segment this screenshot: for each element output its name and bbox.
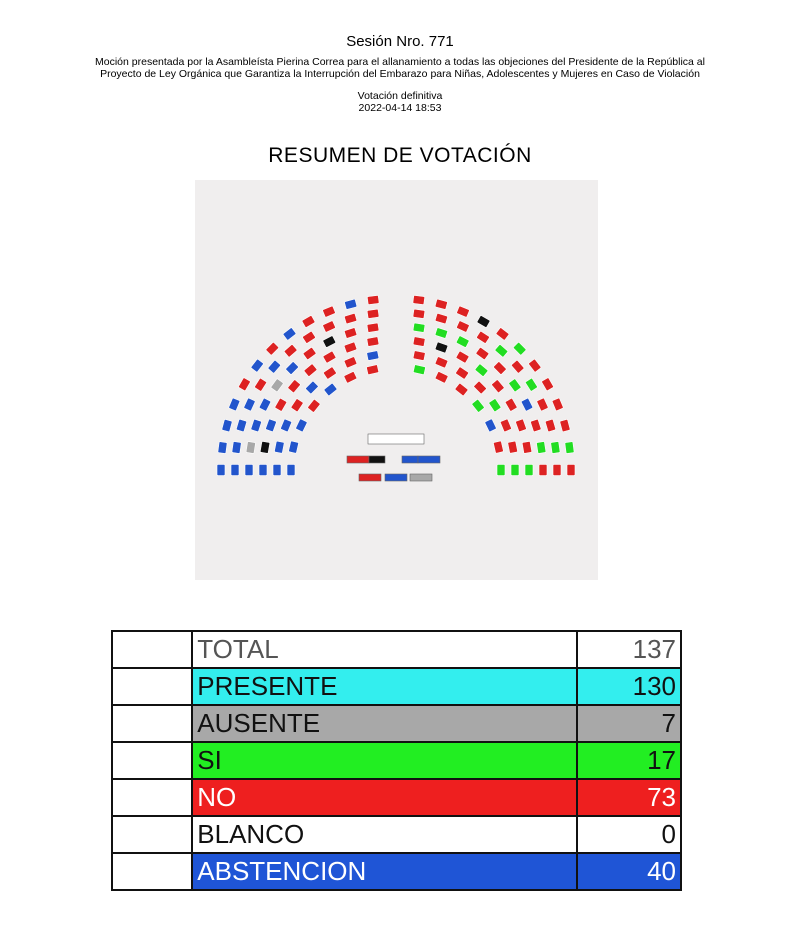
- seat: [508, 441, 518, 453]
- seat: [367, 309, 379, 318]
- result-row-blanco: [112, 816, 681, 853]
- bench-seat: [418, 456, 440, 463]
- seat: [305, 381, 318, 394]
- seat: [560, 419, 571, 432]
- seat: [303, 347, 317, 360]
- bench-seat: [410, 474, 432, 481]
- result-row-presente: [112, 668, 681, 705]
- seat: [521, 398, 533, 411]
- seat: [323, 351, 337, 363]
- seat: [324, 383, 338, 396]
- seat: [477, 315, 491, 327]
- result-label: NO: [192, 779, 577, 816]
- seat: [476, 347, 490, 360]
- seat: [435, 342, 448, 353]
- seat: [322, 306, 335, 318]
- seat: [476, 331, 490, 344]
- seat: [344, 313, 357, 324]
- seat: [251, 359, 264, 373]
- seat: [413, 351, 425, 361]
- seat: [491, 379, 504, 393]
- bench-seat: [402, 456, 418, 463]
- seat: [366, 365, 379, 375]
- seat: [552, 398, 564, 411]
- seat: [511, 465, 519, 476]
- seat: [280, 419, 292, 432]
- seat: [302, 315, 316, 327]
- seat: [435, 327, 448, 338]
- motion-line-1: Moción presentada por la Asambleísta Pierina Correa para el allanamiento a todas las objeciones del Presidente de la República al: [95, 56, 705, 68]
- session-number: Sesión Nro. 771: [346, 33, 454, 50]
- seat: [218, 442, 227, 454]
- seat: [271, 378, 284, 392]
- seat: [456, 306, 469, 318]
- seat: [367, 351, 379, 361]
- bench-seat: [369, 456, 385, 463]
- bench-seat: [359, 474, 381, 481]
- seat: [236, 419, 247, 432]
- result-label: SI: [192, 742, 577, 779]
- seat: [508, 378, 521, 392]
- seat: [528, 359, 541, 373]
- seat: [283, 327, 297, 340]
- result-row-si: [112, 742, 681, 779]
- seat: [511, 360, 524, 374]
- seat: [541, 378, 553, 392]
- seat: [413, 309, 425, 318]
- seat: [254, 378, 267, 392]
- seat: [238, 378, 250, 392]
- seat: [493, 441, 503, 454]
- seat: [455, 367, 469, 380]
- seat: [322, 321, 335, 333]
- seat: [515, 419, 526, 432]
- result-value: 130: [577, 668, 681, 705]
- seat: [307, 399, 320, 413]
- seat: [413, 323, 425, 333]
- seat: [344, 327, 357, 338]
- seat: [435, 299, 448, 310]
- result-blank-cell: [112, 668, 192, 705]
- seat: [536, 441, 546, 453]
- seat: [472, 399, 485, 413]
- seat: [344, 299, 357, 310]
- seat: [232, 441, 241, 453]
- seat: [545, 419, 556, 432]
- seat: [567, 465, 575, 476]
- summary-title: RESUMEN DE VOTACIÓN: [268, 144, 532, 167]
- result-value: 137: [577, 631, 681, 668]
- seat: [456, 321, 469, 333]
- seat: [275, 398, 287, 412]
- seat: [246, 441, 256, 453]
- seat: [288, 441, 298, 454]
- seat: [268, 360, 281, 374]
- seat: [489, 398, 502, 412]
- result-blank-cell: [112, 705, 192, 742]
- seat: [251, 419, 262, 432]
- seat: [455, 383, 469, 396]
- result-blank-cell: [112, 779, 192, 816]
- seat: [284, 344, 298, 357]
- seat: [473, 381, 486, 394]
- seat: [222, 419, 233, 432]
- results-table: [111, 630, 682, 891]
- seat: [302, 331, 316, 344]
- seat: [285, 361, 298, 374]
- motion-line-2: Proyecto de Ley Orgánica que Garantiza la Interrupción del Embarazo para Niñas, Adolescentes y Mujeres en Caso de Violación: [100, 68, 700, 80]
- seat: [291, 398, 304, 412]
- bench-seat: [347, 456, 369, 463]
- seat: [259, 398, 271, 411]
- result-value: 17: [577, 742, 681, 779]
- seat: [260, 441, 270, 453]
- seat: [367, 295, 379, 304]
- seat: [513, 342, 526, 355]
- seat: [505, 398, 517, 412]
- seat: [525, 465, 533, 476]
- seat: [266, 342, 279, 355]
- seat: [217, 465, 225, 476]
- seat: [495, 344, 509, 357]
- seat: [413, 337, 425, 347]
- result-label: TOTAL: [192, 631, 577, 668]
- vote-type: Votación definitiva: [357, 90, 443, 102]
- seat: [259, 465, 267, 476]
- seat: [323, 367, 337, 380]
- seat: [245, 465, 253, 476]
- seat: [295, 419, 307, 432]
- seat: [565, 442, 574, 454]
- seat: [435, 356, 448, 368]
- seat: [344, 342, 357, 353]
- vote-datetime: 2022-04-14 18:53: [358, 102, 442, 114]
- seat: [413, 365, 426, 375]
- seat: [265, 419, 276, 432]
- result-row-no: [112, 779, 681, 816]
- result-label: BLANCO: [192, 816, 577, 853]
- seat: [228, 398, 240, 411]
- result-label: ABSTENCION: [192, 853, 577, 890]
- seat: [435, 371, 448, 383]
- seat: [344, 371, 357, 383]
- seat: [522, 441, 532, 453]
- seat: [496, 327, 510, 340]
- seat: [231, 465, 239, 476]
- seat: [273, 465, 281, 476]
- result-blank-cell: [112, 631, 192, 668]
- result-blank-cell: [112, 742, 192, 779]
- seat: [274, 441, 284, 453]
- seat: [244, 398, 256, 411]
- seat: [525, 378, 538, 392]
- bench-seat: [385, 474, 407, 481]
- seat: [456, 336, 469, 348]
- seat: [456, 351, 470, 363]
- result-blank-cell: [112, 853, 192, 890]
- motion-description: [10, 56, 790, 80]
- seat: [475, 364, 489, 377]
- seat: [435, 313, 448, 324]
- seat: [367, 323, 379, 333]
- seat: [367, 337, 379, 347]
- result-row-abstencion: [112, 853, 681, 890]
- seat: [323, 336, 336, 348]
- result-value: 73: [577, 779, 681, 816]
- seat: [500, 419, 512, 432]
- hemicycle-seating-chart: [195, 180, 598, 580]
- result-blank-cell: [112, 816, 192, 853]
- seat: [539, 465, 547, 476]
- hemicycle-panel: [195, 180, 598, 580]
- seat: [485, 419, 497, 432]
- seat: [287, 465, 295, 476]
- result-label: PRESENTE: [192, 668, 577, 705]
- seat: [497, 465, 505, 476]
- result-row-ausente: [112, 705, 681, 742]
- result-value: 7: [577, 705, 681, 742]
- seat: [288, 379, 301, 393]
- seat: [493, 361, 506, 374]
- result-row-total: [112, 631, 681, 668]
- seat: [551, 441, 560, 453]
- seat: [537, 398, 549, 411]
- seat: [413, 295, 425, 304]
- result-value: 0: [577, 816, 681, 853]
- seat: [304, 364, 318, 377]
- seat: [344, 356, 357, 368]
- seat: [553, 465, 561, 476]
- result-value: 40: [577, 853, 681, 890]
- result-label: AUSENTE: [192, 705, 577, 742]
- presidium-table: [368, 434, 424, 444]
- seat: [530, 419, 541, 432]
